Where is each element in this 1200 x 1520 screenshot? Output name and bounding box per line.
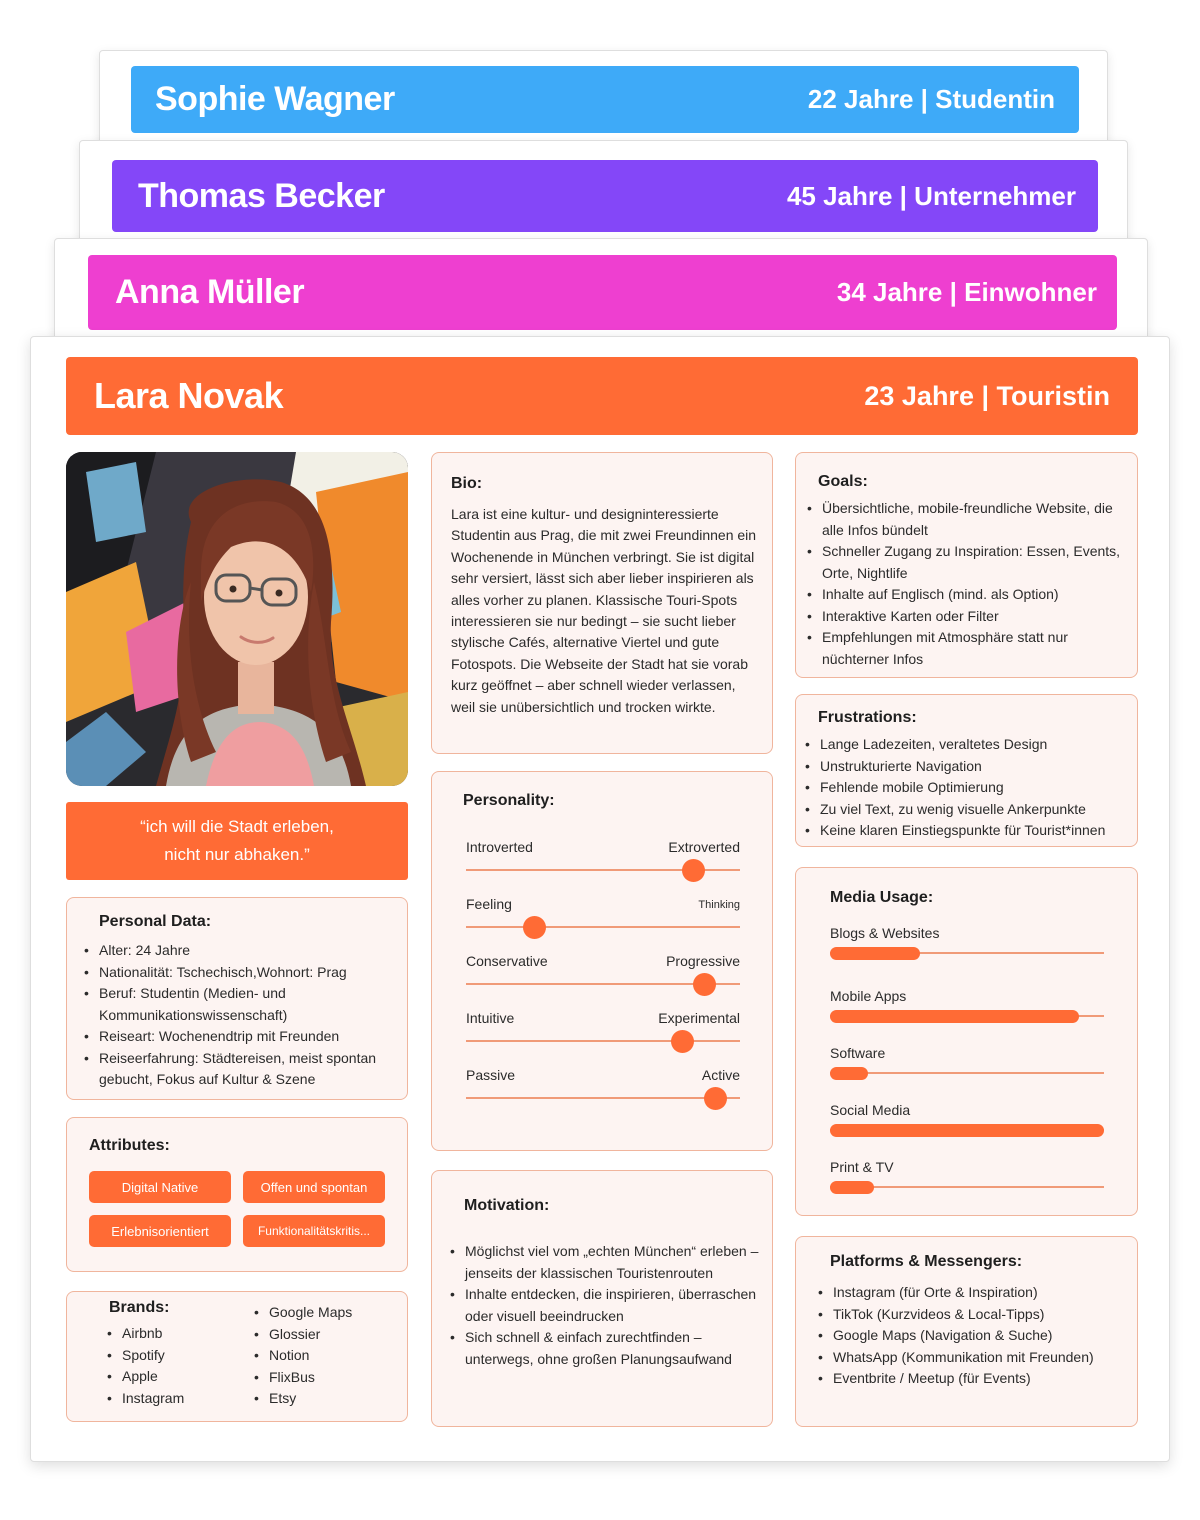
list-item: • Reiseart: Wochenendtrip mit Freunden xyxy=(84,1026,394,1048)
persona-info: 34 Jahre | Einwohner xyxy=(836,277,1097,307)
brand-item: • Glossier xyxy=(254,1324,394,1346)
brand-item: • Etsy xyxy=(254,1388,394,1410)
section-title: Personal Data: xyxy=(99,913,212,930)
platforms-list xyxy=(818,1282,1133,1390)
persona-name: Anna Müller xyxy=(115,273,305,311)
brand-item: • Airbnb xyxy=(107,1323,247,1345)
persona-header xyxy=(88,255,1117,330)
goals-card xyxy=(795,452,1138,678)
list-item: • Google Maps (Navigation & Suche) xyxy=(818,1325,1133,1347)
section-title: Platforms & Messengers: xyxy=(830,1253,1023,1270)
list-item: • Instagram (für Orte & Inspiration) xyxy=(818,1282,1133,1304)
attribute-tag: Erlebnisorientiert xyxy=(89,1215,231,1247)
section-title: Bio: xyxy=(451,475,483,492)
list-item: • Nationalität: Tschechisch,Wohnort: Prag xyxy=(84,962,394,984)
media-label: Software xyxy=(830,1045,886,1061)
list-item: • Inhalte entdecken, die inspirieren, überraschen oder visuell beeindrucken xyxy=(450,1284,762,1327)
list-item: • Möglichst viel vom „echten München“ erleben – jenseits der klassischen Touristenrouten xyxy=(450,1241,762,1284)
bio-card xyxy=(431,452,773,754)
media-label: Social Media xyxy=(830,1102,911,1118)
media-usage-bar xyxy=(830,1159,1104,1199)
list-item: • Inhalte auf Englisch (mind. als Option) xyxy=(807,584,1127,606)
persona-quote xyxy=(66,802,408,880)
list-item: • TikTok (Kurzvideos & Local-Tipps) xyxy=(818,1304,1133,1326)
persona-card-anna[interactable] xyxy=(54,238,1148,348)
personality-slider[interactable] xyxy=(466,896,740,936)
platforms-card xyxy=(795,1236,1138,1427)
bio-text: Lara ist eine kultur- und designinteressierte Studentin aus Prag, die mit zwei Freundinnen ein Wochenende in München verbringt. Sie ist digital sehr versiert, lässt sich aber lieber inspirieren als alles vorher zu planen. Klassische Touri-Spots interessieren sie nur bedingt – sie sucht lieber stylische Cafés, alternative Viertel und gute Fotospots. Die Webseite der Stadt hat sie vorab kurz geöffnet – aber schnell wieder verlassen, weil sie unübersichtlich und trocken wirkte. xyxy=(451,506,757,715)
section-title: Motivation: xyxy=(464,1197,550,1214)
slider-knob[interactable] xyxy=(704,1087,727,1110)
personality-slider[interactable] xyxy=(466,1067,740,1107)
personality-card xyxy=(431,771,773,1151)
section-title: Brands: xyxy=(109,1299,170,1316)
persona-name: Lara Novak xyxy=(94,375,284,416)
brand-item: • Apple xyxy=(107,1366,247,1388)
portrait-image xyxy=(66,452,408,786)
persona-name: Thomas Becker xyxy=(138,176,385,215)
attribute-tag: Digital Native xyxy=(89,1171,231,1203)
brand-item: • Notion xyxy=(254,1345,394,1367)
brands-list-2 xyxy=(254,1302,394,1410)
list-item: • Zu viel Text, zu wenig visuelle Ankerpunkte xyxy=(805,799,1135,821)
slider-track xyxy=(466,1040,740,1042)
list-item: • Keine klaren Einstiegspunkte für Tourist*innen xyxy=(805,820,1135,842)
media-label: Mobile Apps xyxy=(830,988,907,1004)
persona-header xyxy=(112,160,1098,232)
persona-info: 23 Jahre | Touristin xyxy=(864,380,1110,411)
media-usage-bar xyxy=(830,1102,1104,1142)
slider-knob[interactable] xyxy=(671,1030,694,1053)
brand-item: • Spotify xyxy=(107,1345,247,1367)
media-fill xyxy=(830,947,920,960)
slider-right-label: Extroverted xyxy=(668,839,740,855)
brands-list-1 xyxy=(107,1323,247,1409)
slider-left-label: Conservative xyxy=(466,953,548,969)
slider-track xyxy=(466,1097,740,1099)
list-item: • Empfehlungen mit Atmosphäre statt nur nüchterner Infos xyxy=(807,627,1127,670)
slider-right-label: Progressive xyxy=(666,953,740,969)
personality-slider[interactable] xyxy=(466,839,740,879)
persona-header xyxy=(131,66,1079,133)
slider-knob[interactable] xyxy=(523,916,546,939)
brand-item: • FlixBus xyxy=(254,1367,394,1389)
list-item: • Alter: 24 Jahre xyxy=(84,940,394,962)
media-label: Print & TV xyxy=(830,1159,894,1175)
list-item: • Eventbrite / Meetup (für Events) xyxy=(818,1368,1133,1390)
brand-item: • Instagram xyxy=(107,1388,247,1410)
slider-left-label: Passive xyxy=(466,1067,516,1083)
personal-data-card xyxy=(66,897,408,1100)
section-title: Personality: xyxy=(463,792,555,809)
slider-right-label: Active xyxy=(701,1067,740,1083)
slider-left-label: Introverted xyxy=(466,839,533,855)
section-title: Goals: xyxy=(818,473,868,490)
slider-knob[interactable] xyxy=(693,973,716,996)
list-item: • Reiseerfahrung: Städtereisen, meist spontan gebucht, Fokus auf Kultur & Szene xyxy=(84,1048,394,1091)
personal-data-list xyxy=(84,940,394,1091)
slider-left-label: Intuitive xyxy=(466,1010,515,1026)
media-fill xyxy=(830,1181,874,1194)
attribute-tag: Funktionalitätskritis... xyxy=(243,1215,385,1247)
media-usage-card xyxy=(795,867,1138,1216)
goals-list xyxy=(807,498,1127,670)
media-usage-bar xyxy=(830,1045,1104,1085)
list-item: • Schneller Zugang zu Inspiration: Essen, Events, Orte, Nightlife xyxy=(807,541,1127,584)
section-title: Media Usage: xyxy=(830,889,934,906)
persona-photo xyxy=(66,452,408,786)
slider-right-label: Experimental xyxy=(658,1010,740,1026)
list-item: • Fehlende mobile Optimierung xyxy=(805,777,1135,799)
main-persona-header xyxy=(66,357,1138,435)
media-track xyxy=(830,1072,1104,1074)
motivation-list xyxy=(450,1241,762,1370)
media-fill xyxy=(830,1124,1104,1137)
slider-left-label: Feeling xyxy=(466,896,512,912)
list-item: • Übersichtliche, mobile-freundliche Website, die alle Infos bündelt xyxy=(807,498,1127,541)
quote-line: “ich will die Stadt erleben, xyxy=(140,817,334,836)
slider-track xyxy=(466,926,740,928)
slider-right-label: Thinking xyxy=(698,899,740,911)
list-item: • Beruf: Studentin (Medien- und Kommunikationswissenschaft) xyxy=(84,983,394,1026)
list-item: • Interaktive Karten oder Filter xyxy=(807,606,1127,628)
personality-slider[interactable] xyxy=(466,1010,740,1050)
persona-name: Sophie Wagner xyxy=(155,80,395,118)
brands-card xyxy=(66,1291,408,1422)
attributes-card xyxy=(66,1117,408,1272)
media-usage-bar xyxy=(830,988,1104,1028)
persona-info: 45 Jahre | Unternehmer xyxy=(786,180,1076,211)
section-title: Attributes: xyxy=(89,1137,170,1154)
media-fill xyxy=(830,1010,1079,1023)
frustrations-card xyxy=(795,694,1138,847)
persona-info: 22 Jahre | Studentin xyxy=(807,84,1055,114)
quote-line: nicht nur abhaken.” xyxy=(164,845,310,864)
media-label: Blogs & Websites xyxy=(830,925,940,941)
brand-item: • Google Maps xyxy=(254,1302,394,1324)
media-usage-bar xyxy=(830,925,1104,965)
frustrations-list xyxy=(805,734,1135,842)
motivation-card xyxy=(431,1170,773,1427)
list-item: • WhatsApp (Kommunikation mit Freunden) xyxy=(818,1347,1133,1369)
personality-slider[interactable] xyxy=(466,953,740,993)
section-title: Frustrations: xyxy=(818,709,917,726)
media-fill xyxy=(830,1067,868,1080)
list-item: • Lange Ladezeiten, veraltetes Design xyxy=(805,734,1135,756)
list-item: • Unstrukturierte Navigation xyxy=(805,756,1135,778)
attribute-tag: Offen und spontan xyxy=(243,1171,385,1203)
list-item: • Sich schnell & einfach zurechtfinden – unterwegs, ohne großen Planungsaufwand xyxy=(450,1327,762,1370)
slider-knob[interactable] xyxy=(682,859,705,882)
